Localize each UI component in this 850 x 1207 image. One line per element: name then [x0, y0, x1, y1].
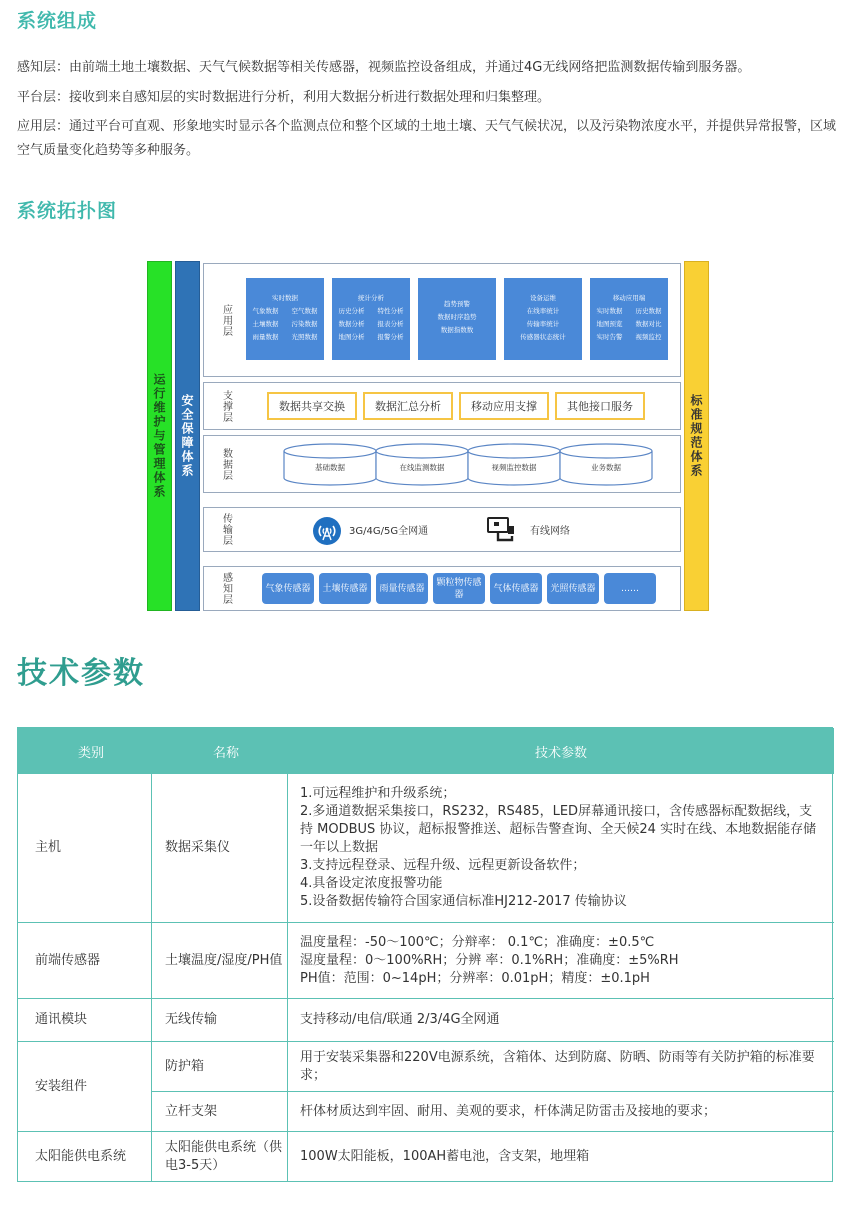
- section-title-composition: 系统组成: [17, 10, 98, 32]
- support-box-mobile-support: 移动应用支撑: [459, 392, 549, 420]
- application-layer: [203, 263, 681, 377]
- layer-label-sense: 感知层: [220, 572, 232, 605]
- app-box-statistics: 统计分析 历史分析 特性分析 数据分析 报表分析 地图分析 报警分析: [332, 278, 410, 360]
- section-title-tech-params: 技术参数: [17, 656, 145, 691]
- paragraph-perception-layer: 感知层：由前端土地土壤数据、天气气候数据等相关传感器，视频监控设备组成，并通过4G无线网络把监测数据传输到服务器。: [17, 60, 751, 75]
- sensor-rainfall: 雨量传感器: [376, 573, 428, 604]
- paragraph-platform-layer: 平台层：接收到来自感知层的实时数据进行分析，利用大数据分析进行数据处理和归集整理。: [17, 90, 551, 105]
- wired-label: 有线网络: [530, 526, 570, 537]
- app-box-mobile: 移动应用端 实时数据 历史数据 地图预览 数据对比 实时告警 视频监控: [590, 278, 668, 360]
- cell-install-pole-params: 杆体材质达到牢固、耐用、美观的要求，杆体满足防雷击及接地的要求；: [288, 1092, 834, 1132]
- paragraph-application-layer: 应用层：通过平台可直观、形象地实时显示各个监测点位和整个区域的土地土壤、天气气候状况，以及污染物浓度水平，并提供异常报警，区域空气质量变化趋势等多种服务。: [17, 119, 837, 158]
- cell-install-pole-name: 立杆支架: [152, 1092, 288, 1132]
- layer-label-data: 数据层: [220, 447, 232, 481]
- cell-host-category: 主机: [18, 774, 152, 923]
- cell-sensor-category: 前端传感器: [18, 923, 152, 999]
- header-params: 技术参数: [288, 728, 834, 774]
- sensor-light: 光照传感器: [547, 573, 599, 604]
- layer-label-transport: 传输层: [220, 513, 232, 546]
- app-box-realtime: 实时数据 气象数据 空气数据 土壤数据 污染数据 雨量数据 光照数据: [246, 278, 324, 360]
- layer-label-support: 支撑层: [220, 389, 232, 423]
- sensor-more: ……: [604, 573, 656, 604]
- support-layer: [203, 382, 681, 430]
- transport-layer: [203, 507, 681, 552]
- standards-bar: 标准规范体系: [684, 261, 709, 611]
- database-basic: 基础数据: [282, 443, 378, 486]
- app-box-trend-warning: 趋势预警 数据时序趋势 数据指数数: [418, 278, 496, 360]
- wired-network-icon: [486, 516, 516, 550]
- section-title-topology: 系统拓扑图: [17, 200, 118, 222]
- cell-comm-params: 支持移动/电信/联通 2/3/4G全网通: [288, 999, 834, 1042]
- support-box-data-sharing: 数据共享交换: [267, 392, 357, 420]
- database-online-monitoring: 在线监测数据: [374, 443, 470, 486]
- wireless-antenna-icon: [312, 516, 342, 550]
- header-name: 名称: [164, 728, 288, 774]
- database-video-monitoring: 视频监控数据: [466, 443, 562, 486]
- perception-layer: [203, 566, 681, 611]
- cell-install-box-name: 防护箱: [152, 1042, 288, 1092]
- ops-management-bar: 运行维护与管理体系: [147, 261, 172, 611]
- cell-sensor-params: 温度量程：-50～100℃；分辩率： 0.1℃；准确度：±0.5℃ 湿度量程：0～100%RH；分辨 率：0.1%RH；准确度：±5%RH PH值：范围：0~14pH；分辨率：0.01pH；精度：±0.1pH: [288, 923, 834, 999]
- cell-install-box-params: 用于安装采集器和220V电源系统，含箱体、达到防腐、防晒、防雨等有关防护箱的标准要求；: [288, 1042, 834, 1092]
- cell-host-params: 1.可远程维护和升级系统； 2.多通道数据采集接口，RS232，RS485，LED屏幕通讯接口，含传感器标配数据线，支持 MODBUS 协议，超标报警推送、超标告警查询、全天候24 实时在线、本地数据能存储一年以上数据 3.支持远程登录、远程升级、远程更新设备软件； 4.具备设定浓度报警功能 5.设备数据传输符合国家通信标准HJ212-2017 传输协议: [288, 774, 834, 923]
- cell-solar-params: 100W太阳能板，100AH蓄电池，含支架，地埋箱: [300, 1149, 590, 1164]
- tech-params-table: [17, 727, 833, 1182]
- security-bar: 安全保障体系: [175, 261, 200, 611]
- cell-comm-category: 通讯模块: [18, 999, 152, 1042]
- cell-comm-name: 无线传输: [152, 999, 288, 1042]
- support-box-other-interface: 其他接口服务: [555, 392, 645, 420]
- sensor-gas: 气体传感器: [490, 573, 542, 604]
- support-box-data-summary: 数据汇总分析: [363, 392, 453, 420]
- cell-host-name: 数据采集仪: [152, 774, 288, 923]
- wireless-label: 3G/4G/5G全网通: [349, 526, 429, 537]
- cell-solar-name: 太阳能供电系统（供电3-5天）: [152, 1132, 288, 1182]
- cell-install-category: 安装组件: [18, 1042, 152, 1132]
- layer-label-app: 应用层: [220, 303, 232, 337]
- data-layer: [203, 435, 681, 493]
- topology-diagram: [147, 261, 710, 613]
- database-business: 业务数据: [558, 443, 654, 486]
- sensor-weather: 气象传感器: [262, 573, 314, 604]
- cell-sensor-name: 土壤温度/湿度/PH值: [152, 923, 288, 999]
- header-category: 类别: [18, 728, 164, 774]
- cell-solar-category: 太阳能供电系统: [18, 1132, 152, 1182]
- sensor-soil: 土壤传感器: [319, 573, 371, 604]
- app-box-device-ops: 设备运维 在线率统计 传输率统计 传感器状态统计: [504, 278, 582, 360]
- sensor-particulate: 颗粒物传感器: [433, 573, 485, 604]
